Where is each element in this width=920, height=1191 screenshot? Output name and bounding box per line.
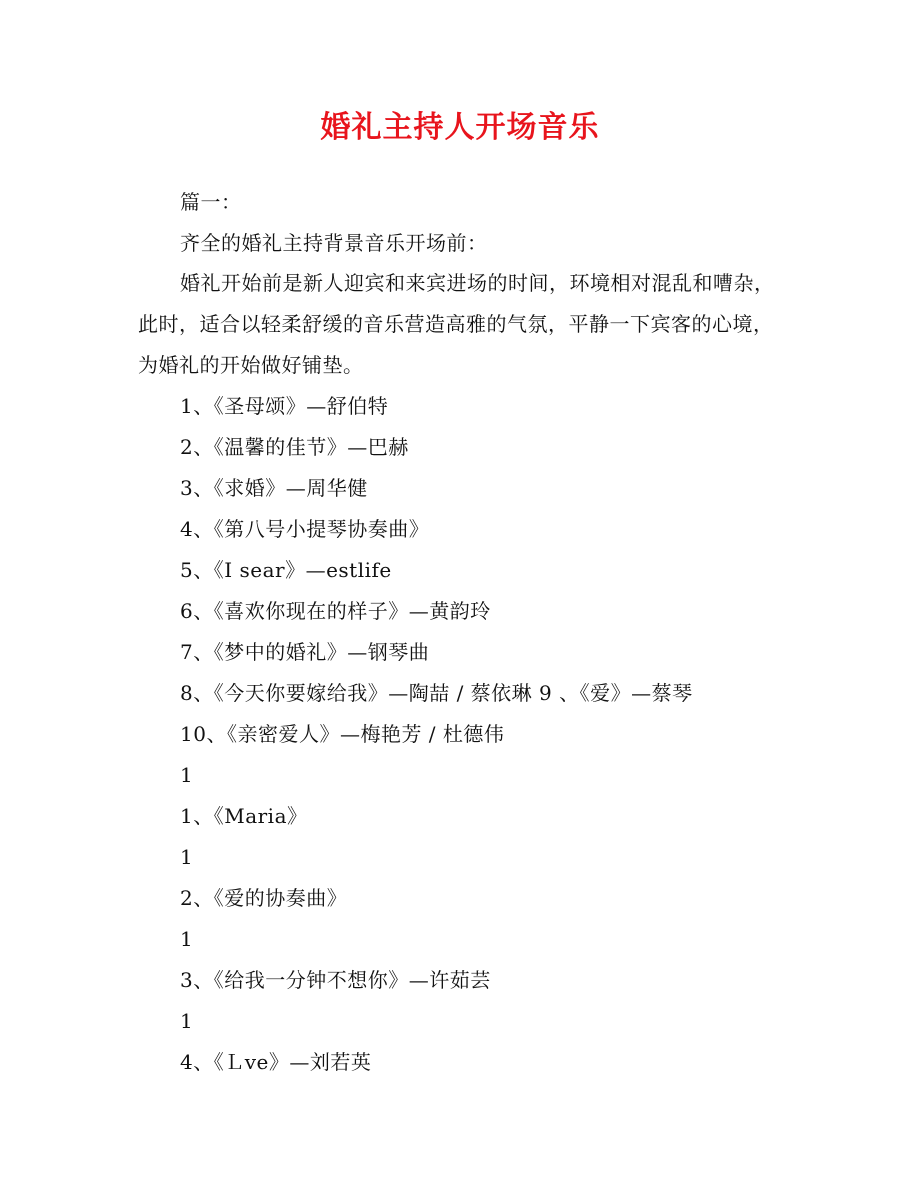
list-item: 4、《Ｌve》—刘若英 — [180, 1050, 372, 1074]
list-item: 1、《Maria》 — [180, 804, 308, 828]
document-title: 婚礼主持人开场音乐 — [320, 110, 600, 145]
list-item: 10、《亲密爱人》—梅艳芳 / 杜德伟 — [180, 722, 505, 746]
list-item: 2、《爱的协奏曲》 — [180, 886, 348, 910]
intro-paragraph: 婚礼开始前是新人迎宾和来宾进场的时间，环境相对混乱和嘈杂，此时，适合以轻柔舒缓的音乐营造高雅的气氛，平静一下宾客的心境，为婚礼的开始做好铺垫。 — [138, 271, 775, 377]
list-item: 6、《喜欢你现在的样子》—黄韵玲 — [180, 599, 491, 623]
list-item: 1 — [180, 845, 194, 869]
list-item: 4、《第八号小提琴协奏曲》 — [180, 517, 430, 541]
subheading: 齐全的婚礼主持背景音乐开场前： — [180, 231, 488, 255]
list-item: 1 — [180, 1009, 194, 1033]
section-label: 篇一： — [180, 190, 242, 214]
list-item: 1 — [180, 763, 194, 787]
list-item: 1 — [180, 927, 194, 951]
list-item: 3、《给我一分钟不想你》—许茹芸 — [180, 968, 491, 992]
list-item: 1、《圣母颂》—舒伯特 — [180, 394, 389, 418]
list-item: 5、《I sear》—estlife — [180, 558, 392, 582]
list-item: 3、《求婚》—周华健 — [180, 476, 368, 500]
list-item: 2、《温馨的佳节》—巴赫 — [180, 435, 409, 459]
list-item: 8、《今天你要嫁给我》—陶喆 / 蔡依琳 9 、《爱》—蔡琴 — [180, 681, 693, 705]
list-item: 7、《梦中的婚礼》—钢琴曲 — [180, 640, 430, 664]
